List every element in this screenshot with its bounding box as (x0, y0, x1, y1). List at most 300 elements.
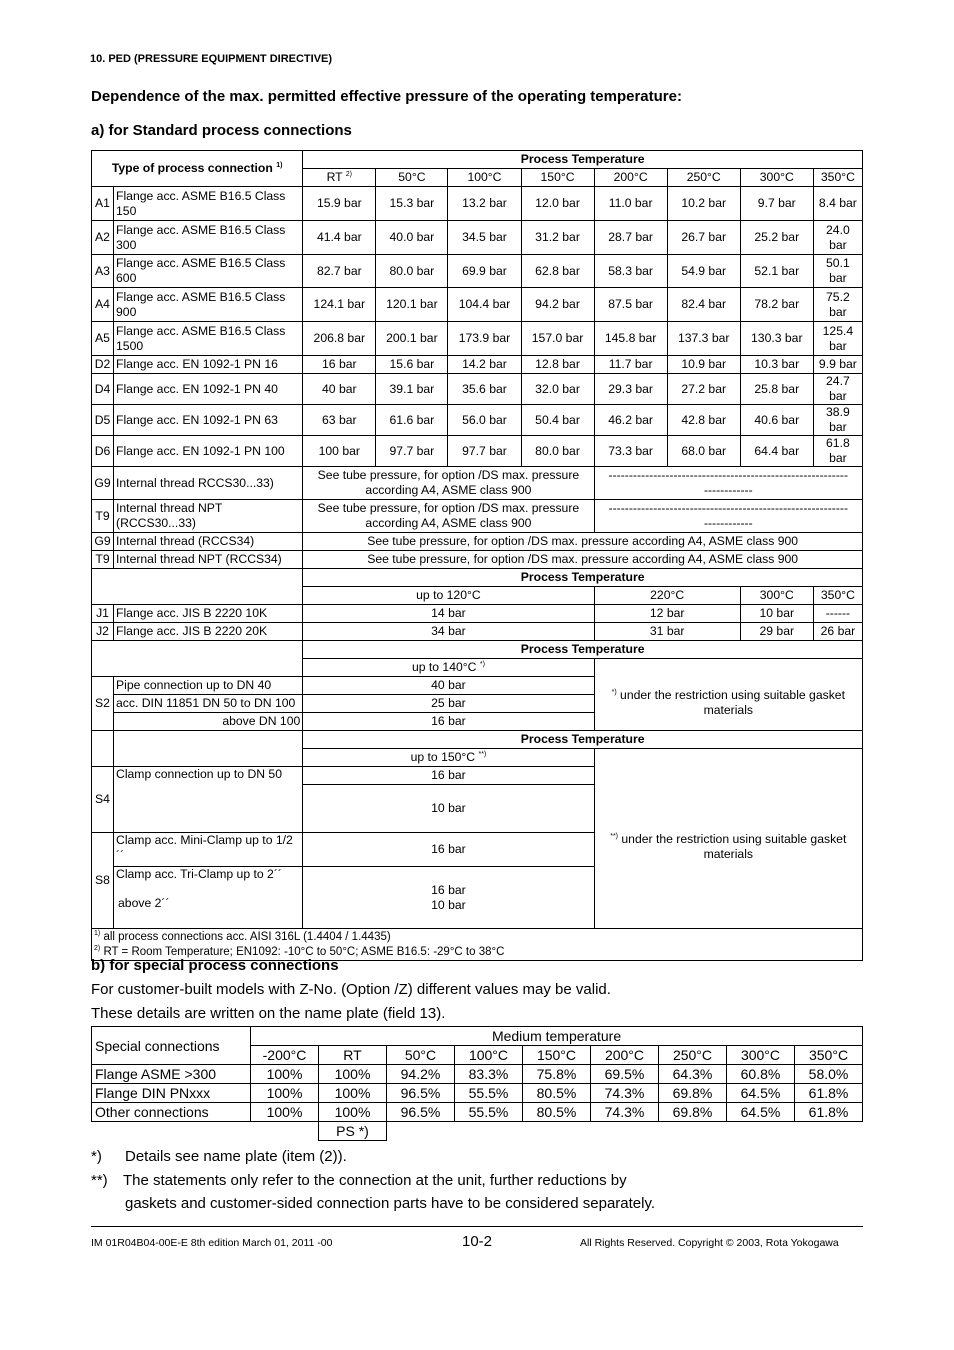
process-temp-header (303, 569, 863, 587)
tube-pressure-note (303, 500, 594, 533)
section-b-heading: b) for special process connections (91, 957, 339, 974)
footnote-marker: *) (611, 689, 617, 697)
pressure-value (376, 221, 448, 255)
temp-header: 50°C (387, 1046, 455, 1065)
connection-code-text: D5 (94, 412, 111, 427)
pressure-value (594, 405, 667, 436)
connection-name (114, 187, 303, 221)
connection-name-text: Flange acc. JIS B 2220 20K (116, 624, 268, 638)
connection-name (114, 605, 303, 623)
pressure-value (740, 221, 813, 255)
pressure-value-text: 15.3 bar (389, 196, 435, 210)
table-row (92, 356, 863, 374)
connection-name-text: Flange acc. EN 1092-1 PN 63 (116, 412, 278, 427)
pressure-value (667, 187, 740, 221)
pressure-value (521, 356, 594, 374)
connection-code (92, 605, 114, 623)
temp-header-rt-text: RT (326, 170, 343, 184)
pressure-value-text: 12.8 bar (535, 357, 580, 371)
pressure-value-text: 10.9 bar (681, 357, 727, 371)
pressure-value-text: 69.9 bar (462, 263, 507, 278)
pressure-value-text: 16 bar (431, 842, 466, 856)
pressure-value-text: 82.7 bar (316, 263, 362, 278)
connection-code-text: S4 (95, 792, 110, 806)
pressure-value-text: 14.2 bar (462, 357, 507, 371)
connection-code (92, 767, 114, 833)
temp-header-rt (303, 169, 376, 187)
note-star-text: Details see name plate (item (2)). (125, 1148, 347, 1165)
pressure-value (740, 356, 813, 374)
pressure-value (813, 405, 862, 436)
percentage-value: 69.5% (591, 1065, 659, 1084)
pressure-value (813, 436, 862, 467)
percentage-value: 100% (251, 1084, 319, 1103)
pressure-value (303, 405, 376, 436)
pressure-value-text: 97.7 bar (462, 443, 507, 458)
pressure-value-text: 25.8 bar (754, 381, 800, 396)
connection-name-text: Internal thread (RCCS34) (116, 534, 255, 548)
pressure-value (594, 288, 667, 322)
footer-document-id: IM 01R04B04-00E-E 8th edition March 01, 2011 -00 (91, 1237, 333, 1249)
connection-code-text: J1 (96, 606, 109, 620)
temp-header: RT (319, 1046, 387, 1065)
connection-name (114, 695, 303, 713)
percentage-value: 96.5% (387, 1084, 455, 1103)
connection-code (92, 436, 114, 467)
pressure-value-text: 10.3 bar (754, 357, 800, 371)
temp-header (448, 169, 521, 187)
pressure-value-text: 87.5 bar (608, 297, 653, 311)
connection-code-text: D4 (94, 381, 111, 396)
percentage-value: 58.0% (795, 1065, 863, 1084)
pressure-value-text: 24.0 bar (826, 222, 850, 252)
connection-name-line: above 2´´ (118, 896, 170, 910)
empty-cell (387, 1122, 455, 1141)
connection-code (92, 623, 114, 641)
pressure-value (813, 322, 862, 356)
connection-code (92, 255, 114, 288)
pressure-value (667, 405, 740, 436)
table-row (92, 187, 863, 221)
pressure-value-text: 100 bar (318, 443, 360, 458)
table-row (92, 533, 863, 551)
ps-row (92, 1122, 863, 1141)
pressure-value-text: 13.2 bar (462, 196, 507, 210)
pressure-value (740, 255, 813, 288)
pressure-value (667, 356, 740, 374)
connection-code-text: A3 (95, 263, 110, 278)
connection-code (92, 187, 114, 221)
empty-cell (114, 731, 303, 767)
type-header (92, 151, 303, 187)
pressure-value (448, 405, 521, 436)
pressure-value (594, 322, 667, 356)
tube-pressure-note (303, 467, 594, 500)
pressure-value (521, 288, 594, 322)
pressure-value-text: 11.0 bar (608, 196, 653, 210)
empty-cell (727, 1122, 795, 1141)
pressure-value (740, 288, 813, 322)
type-header-text: Type of process connection (111, 161, 273, 175)
connection-name-text: Internal thread NPT (RCCS34) (116, 552, 282, 566)
footer-copyright: All Rights Reserved. Copyright © 2003, Rota Yokogawa (580, 1237, 839, 1249)
connection-code-text: D2 (94, 357, 111, 371)
percentage-value: 55.5% (455, 1103, 523, 1122)
temp-header (376, 169, 448, 187)
table-row (92, 1084, 863, 1103)
connection-code (92, 405, 114, 436)
footer-divider (91, 1226, 863, 1227)
pressure-value (376, 255, 448, 288)
pressure-value (740, 623, 813, 641)
ps-label: PS *) (319, 1122, 387, 1141)
percentage-value: 64.5% (727, 1103, 795, 1122)
connection-name (114, 500, 303, 533)
pressure-value-text: 200.1 bar (386, 331, 438, 345)
dash-cell (594, 467, 862, 500)
temp-header-text: 350°C (820, 170, 855, 184)
pressure-value-text: 41.4 bar (316, 230, 362, 244)
connection-name (114, 221, 303, 255)
pressure-value (521, 374, 594, 405)
temp-header: 200°C (591, 1046, 659, 1065)
pressure-value (303, 833, 594, 867)
empty-cell (92, 1122, 251, 1141)
pressure-value-text: 31.2 bar (535, 230, 580, 244)
temp-header-text: 350°C (820, 588, 855, 602)
pressure-value-text: 104.4 bar (458, 297, 511, 311)
pressure-value-text: 206.8 bar (313, 331, 366, 345)
temp-header: 250°C (659, 1046, 727, 1065)
tube-pressure-note-text: See tube pressure, for option /DS max. pressure according A4, ASME class 900 (367, 534, 799, 548)
gasket-note-text: under the restriction using suitable gasket materials (620, 688, 845, 718)
gasket-note (594, 767, 862, 929)
temp-header (303, 587, 594, 605)
pressure-value (594, 436, 667, 467)
pressure-value-text: 10.2 bar (681, 196, 727, 210)
table-row (92, 1103, 863, 1122)
footnote-row (92, 929, 863, 961)
dash-line: ------------ (703, 483, 753, 497)
pressure-value-text: 145.8 bar (604, 331, 657, 345)
connection-name (114, 356, 303, 374)
connection-code (92, 533, 114, 551)
connection-code (92, 677, 114, 731)
pressure-value-text: 16 bar (322, 357, 357, 371)
connection-code-text: T9 (95, 508, 110, 523)
header-row (92, 1027, 863, 1046)
header-row (92, 151, 863, 169)
pressure-value-text: 40.0 bar (389, 230, 435, 244)
connection-name-text: Flange acc. ASME B16.5 Class 150 (116, 188, 286, 218)
pressure-value-text: 34 bar (431, 624, 466, 638)
connection-name-text: Clamp connection up to DN 50 (116, 767, 282, 781)
connection-name: Flange DIN PNxxx (92, 1084, 251, 1103)
footnote-marker: 2) (345, 170, 353, 178)
pressure-value (740, 605, 813, 623)
pressure-value-text: 46.2 bar (608, 412, 653, 427)
note-double-star-continued: gaskets and customer-sided connection parts have to be considered separately. (125, 1195, 656, 1212)
temp-header (303, 749, 594, 767)
connection-code-text: A4 (95, 297, 110, 311)
pressure-value-text: 10 bar (431, 801, 466, 815)
footnote-text: all process connections acc. AISI 316L (1.4404 / 1.4435) (103, 930, 391, 943)
dash-line: ----------------------------------------------------------- (608, 501, 849, 515)
pressure-value-text: 9.9 bar (818, 357, 857, 371)
pressure-value-text: 62.8 bar (535, 263, 580, 278)
table-footnotes (92, 929, 863, 961)
connection-code (92, 500, 114, 533)
connection-name-text: Flange acc. JIS B 2220 10K (116, 606, 268, 620)
temp-header-text: up to 140°C (411, 660, 477, 674)
percentage-value: 100% (251, 1065, 319, 1084)
pressure-value-text: 8.4 bar (818, 196, 857, 210)
pressure-value (594, 221, 667, 255)
pressure-value (303, 288, 376, 322)
pressure-value (376, 356, 448, 374)
percentage-value: 83.3% (455, 1065, 523, 1084)
connection-code-text: A2 (95, 230, 110, 244)
percentage-value: 55.5% (455, 1084, 523, 1103)
percentage-value: 61.8% (795, 1103, 863, 1122)
table-row (92, 623, 863, 641)
pressure-value (448, 255, 521, 288)
header-row (92, 731, 863, 749)
pressure-value-text: 63 bar (322, 412, 357, 427)
pressure-value-line: 16 bar (431, 882, 466, 897)
connection-name-text: Internal thread RCCS30...33) (116, 475, 274, 490)
temp-header-text: 100°C (467, 170, 502, 184)
connection-name (114, 288, 303, 322)
pressure-value (813, 255, 862, 288)
pressure-value (521, 405, 594, 436)
process-temp-header (303, 731, 863, 749)
footnote-marker: 1) (276, 161, 283, 169)
percentage-value: 61.8% (795, 1084, 863, 1103)
percentage-value: 60.8% (727, 1065, 795, 1084)
connection-code (92, 221, 114, 255)
percentage-value: 100% (319, 1065, 387, 1084)
pressure-value (376, 405, 448, 436)
empty-cell (92, 641, 303, 677)
connection-name (114, 551, 303, 569)
pressure-value (303, 374, 376, 405)
pressure-value-text: 40.6 bar (754, 412, 800, 427)
percentage-value: 96.5% (387, 1103, 455, 1122)
connection-name (114, 623, 303, 641)
tube-pressure-note-text: See tube pressure, for option /DS max. pressure according A4, ASME class 900 (317, 468, 580, 497)
connection-code-text: G9 (94, 534, 111, 548)
pressure-value (448, 288, 521, 322)
pressure-value-text: 157.0 bar (531, 331, 584, 345)
pressure-value-text: 9.7 bar (757, 196, 796, 210)
temp-header-text: up to 120°C (416, 588, 481, 602)
pressure-value (740, 374, 813, 405)
temp-header: 100°C (455, 1046, 523, 1065)
pressure-value (667, 322, 740, 356)
connection-code-text: S2 (95, 696, 110, 710)
section-header: 10. PED (PRESSURE EQUIPMENT DIRECTIVE) (90, 53, 333, 65)
table-row (92, 1065, 863, 1084)
connection-name-text: acc. DIN 11851 DN 50 to DN 100 (116, 696, 296, 710)
table-row (92, 221, 863, 255)
table-row (92, 288, 863, 322)
empty-cell (659, 1122, 727, 1141)
pressure-value-text: 10 bar (759, 606, 795, 620)
process-temp-header-text: Process Temperature (520, 570, 645, 584)
pressure-value (521, 221, 594, 255)
pressure-value-text: 35.6 bar (462, 381, 507, 396)
connection-name-line: Clamp acc. Tri-Clamp up to 2´´ (116, 867, 282, 881)
pressure-value (376, 288, 448, 322)
pressure-value-text: 64.4 bar (754, 443, 800, 458)
percentage-value: 100% (319, 1084, 387, 1103)
standard-connections-table (91, 150, 863, 961)
connection-code-text: D6 (94, 443, 111, 458)
pressure-value-text: 173.9 bar (458, 331, 511, 345)
pressure-value (448, 436, 521, 467)
pressure-value-text: 34.5 bar (462, 230, 507, 244)
section-a-heading: a) for Standard process connections (91, 122, 352, 139)
connection-name-text: Flange acc. ASME B16.5 Class 300 (116, 222, 286, 252)
pressure-value-text: 16 bar (431, 714, 466, 728)
pressure-value-text: 14 bar (431, 606, 466, 620)
connection-name-text: Flange acc. ASME B16.5 Class 900 (116, 289, 286, 319)
connection-name-text: Pipe connection up to DN 40 (116, 678, 272, 692)
pressure-value-text: 80.0 bar (535, 443, 580, 458)
pressure-value-text: 137.3 bar (677, 331, 730, 345)
temp-header-text: 300°C (759, 588, 794, 602)
connection-name-text: Clamp acc. Mini-Clamp up to 1/2´´ (116, 833, 293, 862)
gasket-note (594, 677, 862, 731)
pressure-value (813, 623, 862, 641)
percentage-value: 74.3% (591, 1084, 659, 1103)
pressure-value (740, 436, 813, 467)
connection-name (114, 713, 303, 731)
percentage-value: 94.2% (387, 1065, 455, 1084)
pressure-value (303, 221, 376, 255)
page-number: 10-2 (462, 1233, 493, 1250)
pressure-value (740, 322, 813, 356)
pressure-value-text: 94.2 bar (535, 297, 580, 311)
connection-code-text: A5 (95, 331, 110, 345)
empty-cell (92, 731, 114, 767)
connection-code (92, 374, 114, 405)
pressure-value-text: 54.9 bar (681, 263, 727, 278)
note-star-mark: *) (91, 1148, 102, 1165)
pressure-value (303, 187, 376, 221)
table-row (92, 467, 863, 500)
pressure-value (813, 356, 862, 374)
table-row (92, 405, 863, 436)
pressure-value-text: 26 bar (820, 624, 856, 638)
connection-code (92, 356, 114, 374)
pressure-value (303, 767, 594, 785)
tube-pressure-note-text: See tube pressure, for option /DS max. pressure according A4, ASME class 900 (367, 552, 799, 566)
pressure-value (813, 288, 862, 322)
pressure-value (740, 187, 813, 221)
tube-pressure-note (303, 533, 863, 551)
pressure-value-text: 29.3 bar (608, 381, 653, 396)
pressure-value (303, 322, 376, 356)
connection-name (114, 405, 303, 436)
connection-name (114, 833, 303, 867)
pressure-value (303, 713, 594, 731)
pressure-value (813, 187, 862, 221)
temp-header-text: 300°C (759, 170, 794, 184)
temp-header (667, 169, 740, 187)
table-row (92, 500, 863, 533)
pressure-value (303, 785, 594, 833)
pressure-value-text: 82.4 bar (681, 297, 727, 311)
pressure-value (303, 867, 594, 929)
pressure-value-text: 58.3 bar (608, 263, 653, 278)
percentage-value: 64.3% (659, 1065, 727, 1084)
table-row (92, 677, 863, 695)
connection-name (114, 322, 303, 356)
connection-name (114, 533, 303, 551)
pressure-value (594, 605, 740, 623)
connection-name-text: Flange acc. EN 1092-1 PN 40 (116, 381, 278, 396)
empty-cell (591, 1122, 659, 1141)
connection-name (114, 677, 303, 695)
pressure-value-text: 11.7 bar (608, 357, 653, 371)
note-double-star-mark: **) (91, 1172, 108, 1189)
pressure-value (594, 187, 667, 221)
pressure-value (667, 374, 740, 405)
dash-line: ------------ (703, 516, 753, 530)
pressure-value-text: 26.7 bar (681, 230, 727, 244)
temp-header: 350°C (795, 1046, 863, 1065)
pressure-value-text: 24.7 bar (826, 374, 850, 403)
footnote (94, 930, 860, 945)
percentage-value: 69.8% (659, 1103, 727, 1122)
temp-header: -200°C (251, 1046, 319, 1065)
temp-header (813, 169, 862, 187)
empty-cell (455, 1122, 523, 1141)
pressure-value (376, 187, 448, 221)
pressure-value-text: 52.1 bar (754, 263, 800, 278)
temp-header-text: 200°C (613, 170, 648, 184)
process-temp-header-text: Process Temperature (520, 152, 645, 166)
table-row (92, 436, 863, 467)
temp-header-text: 50°C (398, 170, 426, 184)
connection-name (114, 436, 303, 467)
percentage-value: 64.5% (727, 1084, 795, 1103)
pressure-value-text: 15.6 bar (389, 357, 435, 371)
pressure-value-text: 50.1 bar (826, 256, 850, 285)
pressure-value (448, 187, 521, 221)
temp-header (303, 659, 594, 677)
dash-cell (594, 500, 862, 533)
table-row (92, 374, 863, 405)
connection-name-text: above DN 100 (222, 714, 301, 728)
connection-name-text: Internal thread NPT (RCCS30...33) (116, 501, 223, 530)
pressure-value (376, 374, 448, 405)
pressure-value-text: 78.2 bar (754, 297, 800, 311)
percentage-value: 100% (319, 1103, 387, 1122)
pressure-value-text: 12.0 bar (535, 196, 580, 210)
pressure-value (521, 255, 594, 288)
connection-name: Other connections (92, 1103, 251, 1122)
pressure-value (376, 436, 448, 467)
note-double-star-text: The statements only refer to the connection at the unit, further reductions by (123, 1172, 627, 1189)
note-double-star (91, 1172, 627, 1189)
footnote-text: RT = Room Temperature; EN1092: -10°C to 50°C; ASME B16.5: -29°C to 38°C (103, 945, 505, 958)
special-connections-table (91, 1026, 863, 1141)
pressure-value (521, 187, 594, 221)
footnote-marker: 1) (94, 929, 101, 937)
